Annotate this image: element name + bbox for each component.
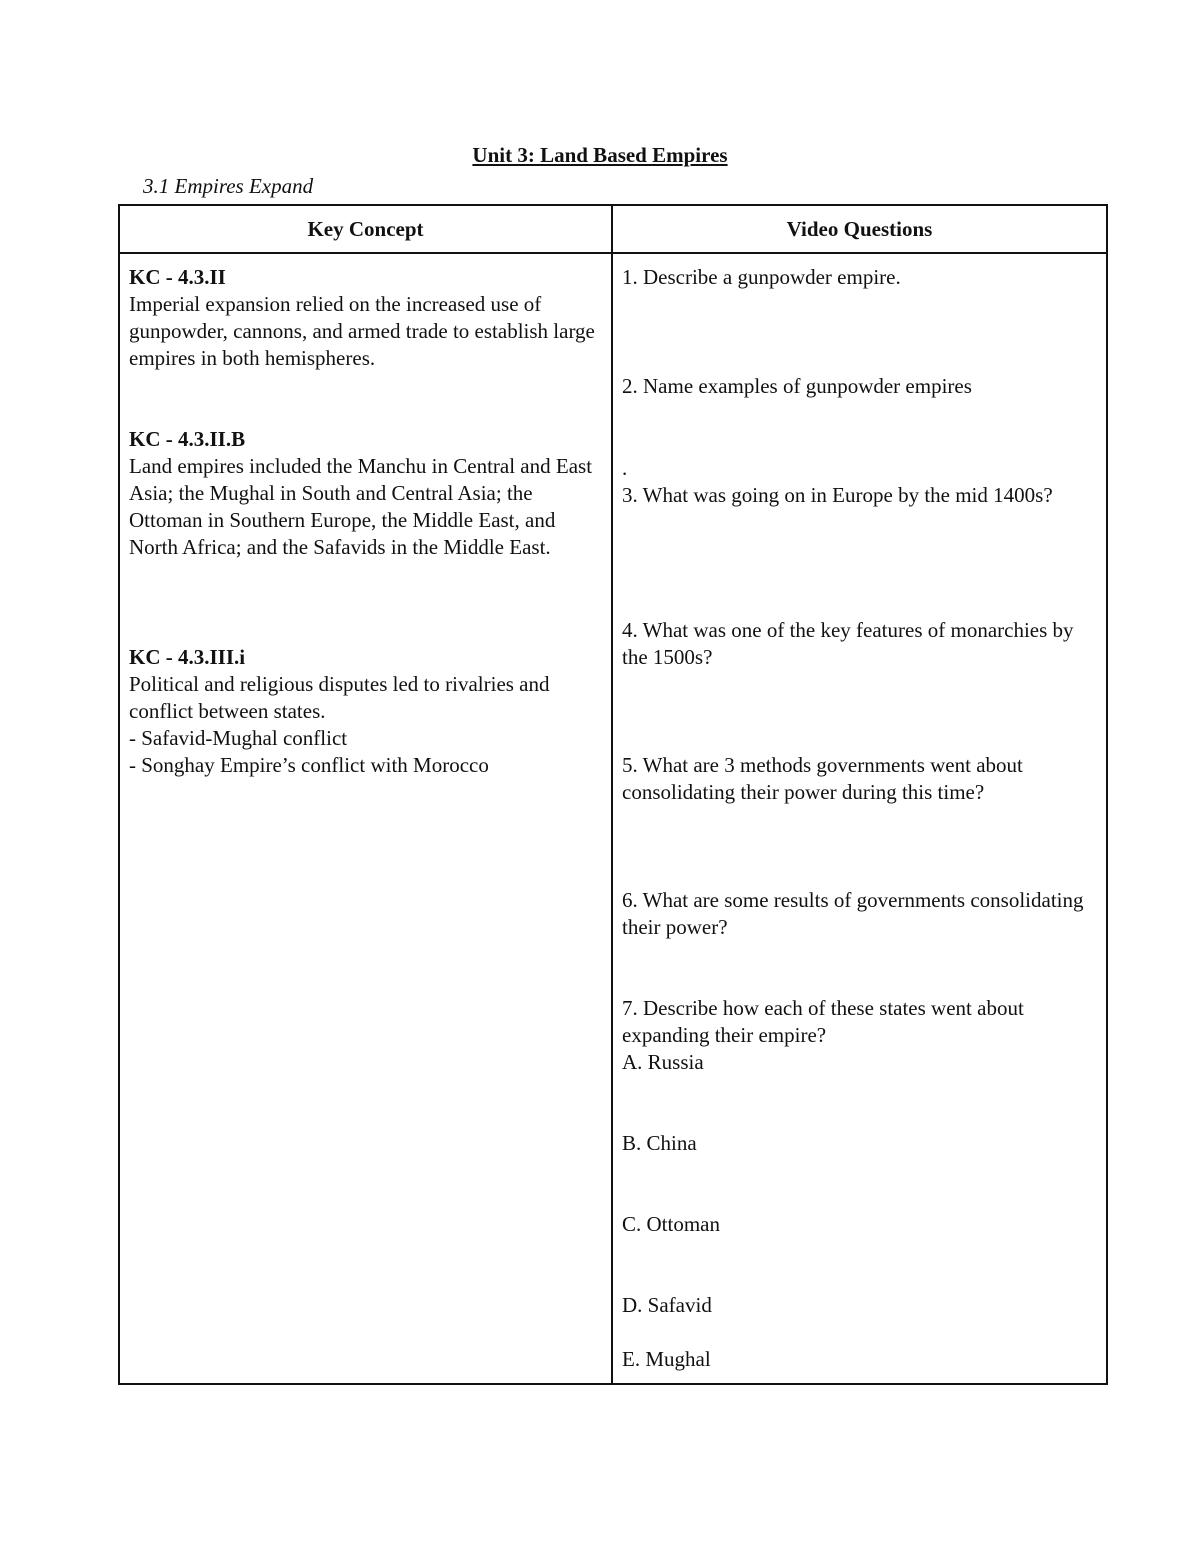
key-concept-bullet: - Songhay Empire’s conflict with Morocco bbox=[129, 753, 489, 777]
key-concept-code: KC - 4.3.III.i bbox=[129, 645, 246, 669]
video-questions-cell bbox=[612, 253, 1107, 1384]
key-concept-bullet: - Safavid-Mughal conflict bbox=[129, 726, 348, 750]
question-item: 3. What was going on in Europe by the mid 1400s? bbox=[622, 483, 1053, 507]
column-header-key-concept: Key Concept bbox=[119, 205, 612, 253]
answer-choice: E. Mughal bbox=[622, 1347, 711, 1371]
key-concept-code: KC - 4.3.II.B bbox=[129, 427, 246, 451]
question-stray-mark: . bbox=[622, 456, 628, 480]
key-concept-block bbox=[129, 426, 605, 561]
key-concept-block bbox=[129, 264, 605, 372]
table-body-row bbox=[119, 253, 1107, 1384]
key-concept-text: Imperial expansion relied on the increased use of gunpowder, cannons, and armed trade to establish large empires in both hemispheres. bbox=[129, 292, 595, 370]
key-concept-code: KC - 4.3.II bbox=[129, 265, 226, 289]
question-item: 7. Describe how each of these states went about expanding their empire? bbox=[622, 996, 1024, 1047]
page-title: Unit 3: Land Based Empires bbox=[472, 143, 728, 167]
answer-choice: A. Russia bbox=[622, 1050, 704, 1074]
key-concept-text: Land empires included the Manchu in Central and East Asia; the Mughal in South and Central Asia; the Ottoman in Southern Europe, the Middle East, and North Africa; and the Safavids in the Middle East. bbox=[129, 454, 593, 559]
question-item: 6. What are some results of governments consolidating their power? bbox=[622, 888, 1084, 939]
question-item: 4. What was one of the key features of monarchies by the 1500s? bbox=[622, 618, 1074, 669]
key-concept-text: Political and religious disputes led to rivalries and conflict between states. bbox=[129, 672, 550, 723]
section-subtitle: 3.1 Empires Expand bbox=[143, 174, 314, 198]
answer-choice: B. China bbox=[622, 1131, 697, 1155]
question-item: 2. Name examples of gunpowder empires bbox=[622, 374, 972, 398]
column-header-video-questions: Video Questions bbox=[612, 205, 1107, 253]
question-item: 1. Describe a gunpowder empire. bbox=[622, 265, 901, 289]
key-concept-block bbox=[129, 644, 605, 779]
question-item: 5. What are 3 methods governments went about consolidating their power during this time? bbox=[622, 753, 1023, 804]
key-concept-cell bbox=[119, 253, 612, 1384]
table-header-row bbox=[119, 205, 1107, 253]
worksheet-table bbox=[118, 204, 1108, 1385]
answer-choice: C. Ottoman bbox=[622, 1212, 720, 1236]
answer-choice: D. Safavid bbox=[622, 1293, 712, 1317]
